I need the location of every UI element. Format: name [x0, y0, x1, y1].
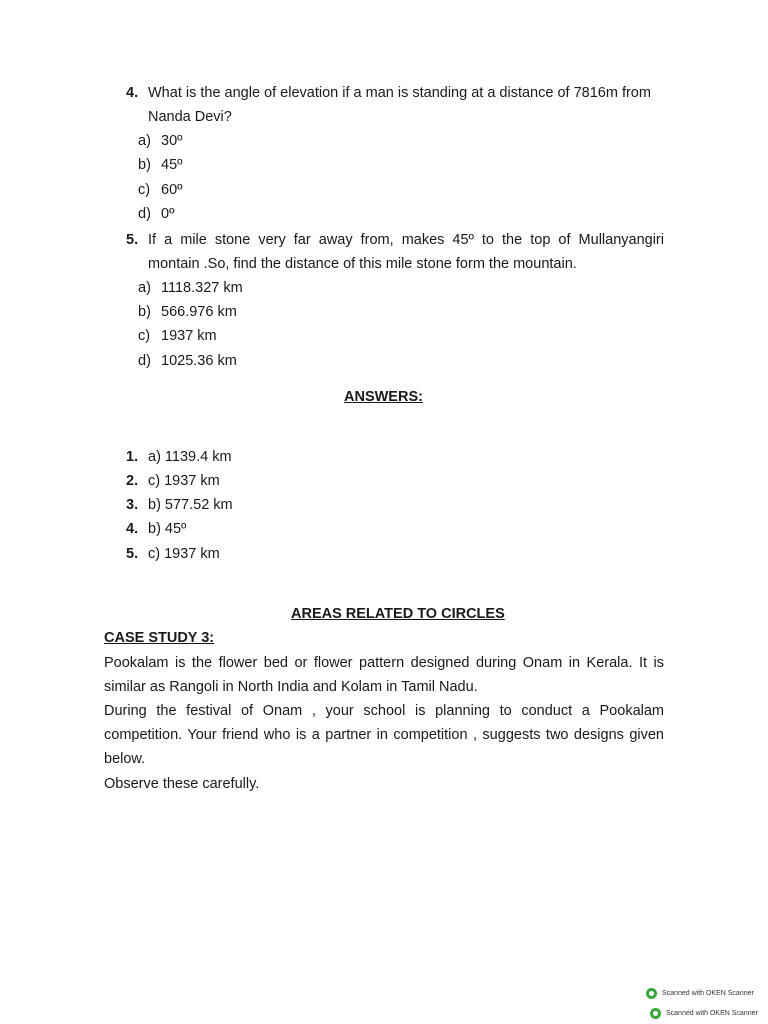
option [138, 178, 182, 202]
option-letter: c) [138, 328, 151, 344]
answer-number: 5. [126, 546, 139, 562]
answer-item [126, 493, 233, 517]
section-title: AREAS RELATED TO CIRCLES [291, 606, 505, 622]
option-text: 0º [161, 206, 175, 222]
option-text: 566.976 km [161, 304, 237, 320]
paragraph-line: similar as Rangoli in North India and Kolam in Tamil Nadu. [104, 679, 478, 695]
option-letter: d) [138, 353, 151, 369]
option-text: 60º [161, 182, 183, 198]
question-text: What is the angle of elevation if a man is standing at a distance of 7816m from [148, 85, 651, 101]
option [138, 202, 174, 226]
answer-item [126, 445, 232, 469]
answer-item [126, 469, 220, 493]
option-letter: a) [138, 280, 151, 296]
question-5 [126, 228, 664, 252]
answer-text: a) 1139.4 km [148, 449, 232, 465]
option-letter: c) [138, 182, 151, 198]
option-text: 1025.36 km [161, 353, 237, 369]
option [138, 153, 182, 177]
paragraph-line: below. [104, 751, 146, 767]
watermark-text: Scanned with OKEN Scanner [666, 1010, 758, 1017]
answer-item [126, 517, 186, 541]
answers-heading: ANSWERS: [344, 389, 423, 405]
option [138, 349, 237, 373]
answer-text: b) 577.52 km [148, 497, 233, 513]
answer-item [126, 542, 220, 566]
question-4 [126, 81, 651, 105]
question-number: 4. [126, 85, 139, 101]
option [138, 129, 182, 153]
answer-number: 1. [126, 449, 139, 465]
paragraph-line: Pookalam is the flower bed or flower pattern designed during Onam in Kerala. It is [104, 655, 664, 671]
scanner-watermark [650, 1008, 758, 1019]
paragraph-line: During the festival of Onam , your school is planning to conduct a Pookalam [104, 703, 664, 719]
answer-number: 4. [126, 521, 139, 537]
answer-text: b) 45º [148, 521, 187, 537]
option-text: 1937 km [161, 328, 217, 344]
answer-number: 2. [126, 473, 139, 489]
option [138, 324, 217, 348]
option-letter: b) [138, 304, 151, 320]
answer-text: c) 1937 km [148, 546, 220, 562]
oken-scanner-icon [650, 1008, 661, 1019]
question-5-cont: montain .So, find the distance of this mile stone form the mountain. [148, 256, 577, 272]
option [138, 276, 243, 300]
question-number: 5. [126, 232, 139, 248]
watermark-text: Scanned with OKEN Scanner [662, 990, 754, 997]
option-text: 45º [161, 157, 183, 173]
question-4-cont: Nanda Devi? [148, 109, 232, 125]
question-text: If a mile stone very far away from, makes 45º to the top of Mullanyangiri [148, 232, 664, 248]
scanner-watermark [646, 988, 754, 999]
option-text: 30º [161, 133, 183, 149]
paragraph-line: Observe these carefully. [104, 776, 260, 792]
option [138, 300, 237, 324]
option-letter: d) [138, 206, 151, 222]
answer-text: c) 1937 km [148, 473, 220, 489]
oken-scanner-icon [646, 988, 657, 999]
answer-number: 3. [126, 497, 139, 513]
option-letter: b) [138, 157, 151, 173]
option-text: 1118.327 km [161, 280, 243, 296]
option-letter: a) [138, 133, 151, 149]
paragraph-line: competition. Your friend who is a partner in competition , suggests two designs given [104, 727, 664, 743]
case-study-title: CASE STUDY 3: [104, 630, 215, 646]
